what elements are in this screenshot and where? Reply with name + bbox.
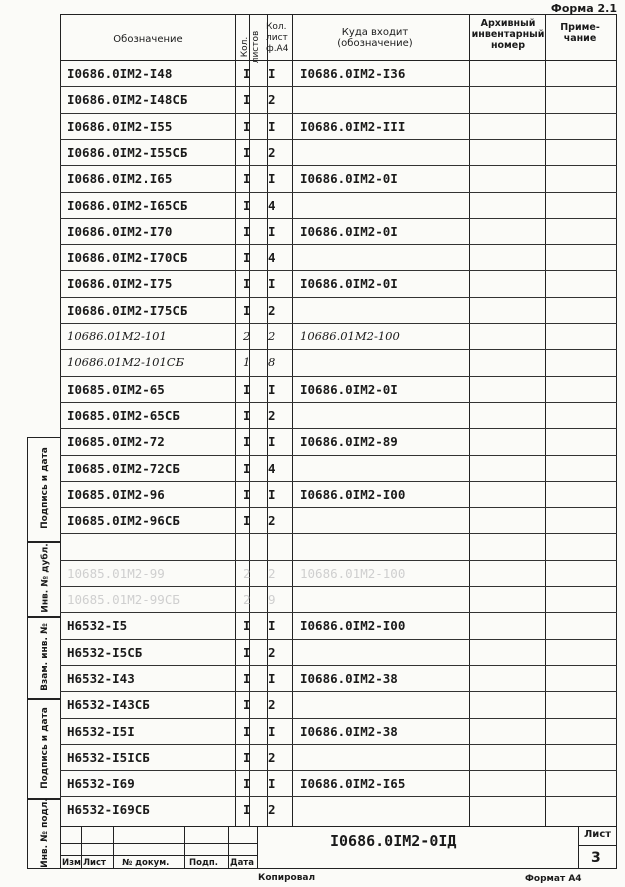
side-sign-date-1-label: Подпись и дата — [40, 447, 50, 529]
doc-number: I0686.0IM2-0IД — [330, 832, 457, 850]
header-a4: Кол. лист ф.А4 — [266, 22, 289, 54]
row-divider — [60, 165, 617, 166]
row-divider — [60, 349, 617, 350]
cell-designation: 10685.01M2-99 — [67, 565, 165, 581]
cell-a4: 2 — [268, 802, 276, 818]
cell-a4: I — [268, 118, 276, 134]
footer-format: Формат А4 — [525, 874, 582, 884]
cell-a4: 2 — [268, 92, 276, 108]
row-divider — [60, 244, 617, 245]
cell-sheets: I — [243, 434, 251, 450]
cell-sheets: I — [243, 250, 251, 266]
cell-designation: I0686.0IM2-I70СБ — [67, 250, 188, 266]
row-divider — [60, 139, 617, 140]
row-divider — [60, 481, 617, 482]
row-divider — [60, 612, 617, 613]
cell-sheets: I — [243, 460, 251, 476]
row-divider — [60, 718, 617, 719]
cell-a4: 4 — [268, 197, 276, 213]
title-izm: Изм — [62, 858, 82, 868]
cell-a4: I — [268, 618, 276, 634]
row-divider — [60, 560, 617, 561]
cell-a4: 9 — [268, 592, 276, 607]
cell-designation: H6532-I5I — [67, 723, 135, 739]
cell-designation: I0685.0IM2-72 — [67, 434, 165, 450]
cell-sheets: I — [243, 407, 251, 423]
cell-a4: 4 — [268, 250, 276, 266]
row-divider — [60, 796, 617, 797]
row-divider — [60, 376, 617, 377]
row-divider — [60, 86, 617, 87]
cell-where: 10686.01M2-100 — [300, 565, 406, 581]
side-sign-date-2-label: Подпись и дата — [40, 707, 50, 789]
cell-where: I0686.0IM2-0I — [300, 223, 398, 239]
cell-a4: 2 — [268, 144, 276, 160]
cell-where: 10686.01M2-100 — [300, 329, 400, 343]
sheet-label: Лист — [584, 829, 612, 840]
cell-sheets: I — [243, 723, 251, 739]
cell-where: I0686.0IM2-0I — [300, 171, 398, 187]
row-divider — [60, 270, 617, 271]
side-sign-date-2 — [27, 699, 61, 799]
title-list: Лист — [83, 858, 106, 868]
cell-sheets: I — [243, 171, 251, 187]
cell-where: I0686.0IM2-38 — [300, 670, 398, 686]
side-dup-inv — [27, 542, 61, 617]
cell-sheets: I — [243, 92, 251, 108]
cell-a4: 2 — [268, 407, 276, 423]
cell-sheets: I — [243, 66, 251, 81]
cell-where: I0686.0IM2-I65 — [300, 776, 406, 792]
side-sign-date-1 — [27, 437, 61, 542]
cell-designation: I0686.0IM2-I75СБ — [67, 302, 188, 318]
cell-designation: I0686.0IM2-I75 — [67, 276, 173, 292]
header-archive: Архивный инвентарный номер — [471, 18, 545, 51]
cell-designation: 10686.01M2-101СБ — [67, 355, 185, 370]
cell-designation: 10685.01M2-99СБ — [67, 592, 180, 607]
header-note: Приме- чание — [560, 22, 600, 44]
cell-designation: I0685.0IM2-96СБ — [67, 513, 180, 529]
side-orig-inv-label: Инв. № подл. — [40, 798, 50, 868]
cell-a4: I — [268, 276, 276, 292]
row-divider — [60, 192, 617, 193]
cell-sheets: I — [243, 802, 251, 818]
cell-a4: 8 — [268, 355, 276, 370]
cell-a4: I — [268, 776, 276, 792]
cell-sheets: I — [243, 276, 251, 292]
cell-where: I0686.0IM2-I00 — [300, 486, 406, 502]
cell-sheets: I — [243, 749, 251, 765]
row-divider — [60, 639, 617, 640]
cell-sheets: I — [243, 197, 251, 213]
cell-a4: 2 — [268, 644, 276, 660]
cell-sheets: I — [243, 697, 251, 713]
row-divider — [60, 665, 617, 666]
cell-sheets: I — [243, 644, 251, 660]
cell-where: I0686.0IM2-III — [300, 118, 406, 134]
cell-designation: I0686.0IM2-I55 — [67, 118, 173, 134]
cell-designation: H6532-I43СБ — [67, 697, 150, 713]
cell-a4: I — [268, 723, 276, 739]
header-where: Куда входит (обозначение) — [337, 27, 413, 49]
cell-where: I0686.0IM2-0I — [300, 276, 398, 292]
cell-designation: I0685.0IM2-72СБ — [67, 460, 180, 476]
cell-sheets: I — [243, 302, 251, 318]
cell-where: I0686.0IM2-0I — [300, 381, 398, 397]
cell-sheets: I — [243, 118, 251, 134]
cell-designation: H6532-I69 — [67, 776, 135, 792]
row-divider — [60, 428, 617, 429]
title-date: Дата — [230, 858, 254, 868]
cell-designation: I0685.0IM2-96 — [67, 486, 165, 502]
cell-designation: H6532-I5 — [67, 618, 128, 634]
cell-a4: 4 — [268, 460, 276, 476]
cell-designation: I0685.0IM2-65СБ — [67, 407, 180, 423]
footer-copied: Копировал — [258, 873, 316, 883]
row-divider — [60, 113, 617, 114]
cell-designation: H6532-I43 — [67, 670, 135, 686]
title-sign: Подп. — [189, 858, 218, 868]
cell-sheets: I — [243, 381, 251, 397]
side-replace-inv — [27, 617, 61, 699]
cell-a4: I — [268, 670, 276, 686]
row-divider — [60, 691, 617, 692]
cell-sheets: I — [243, 776, 251, 792]
cell-sheets: 2 — [243, 565, 251, 581]
cell-where: I0686.0IM2-38 — [300, 723, 398, 739]
cell-a4: 2 — [268, 329, 276, 343]
row-divider — [60, 402, 617, 403]
side-dup-inv-label: Инв. № дубл. — [40, 543, 51, 613]
sheet-number: 3 — [591, 850, 601, 866]
cell-sheets: I — [243, 486, 251, 502]
cell-a4: 2 — [268, 697, 276, 713]
cell-sheets: 1 — [243, 355, 251, 370]
cell-a4: 2 — [268, 749, 276, 765]
cell-sheets: I — [243, 223, 251, 239]
cell-sheets: I — [243, 513, 251, 529]
form-label: Форма 2.1 — [550, 2, 617, 15]
cell-a4: I — [268, 434, 276, 450]
cell-designation: 10686.01M2-101 — [67, 329, 167, 343]
side-replace-inv-label: Взам. инв. № — [40, 623, 50, 691]
row-divider — [60, 586, 617, 587]
cell-designation: H6532-I69СБ — [67, 802, 150, 818]
cell-designation: I0686.0IM2-I48 — [67, 66, 173, 81]
cell-sheets: I — [243, 144, 251, 160]
side-orig-inv — [27, 799, 61, 869]
cell-designation: I0686.0IM2-I70 — [67, 223, 173, 239]
cell-designation: I0686.0IM2-I55СБ — [67, 144, 188, 160]
cell-where: I0686.0IM2-89 — [300, 434, 398, 450]
cell-sheets: 2 — [243, 329, 251, 343]
title-doc: № докум. — [122, 858, 170, 868]
cell-designation: H6532-I5СБ — [67, 644, 143, 660]
cell-designation: H6532-I5IСБ — [67, 749, 150, 765]
header-sheets: Кол. листов — [240, 30, 261, 64]
cell-designation: I0686.0IM2-I48СБ — [67, 92, 188, 108]
cell-sheets: I — [243, 670, 251, 686]
row-divider — [60, 218, 617, 219]
row-divider — [60, 455, 617, 456]
cell-a4: I — [268, 486, 276, 502]
cell-a4: I — [268, 66, 276, 81]
cell-a4: I — [268, 171, 276, 187]
cell-sheets: 2 — [243, 592, 251, 607]
cell-a4: I — [268, 381, 276, 397]
cell-a4: 2 — [268, 565, 276, 581]
cell-where: I0686.0IM2-I36 — [300, 66, 406, 81]
cell-a4: 2 — [268, 302, 276, 318]
cell-designation: I0686.0IM2-I65СБ — [67, 197, 188, 213]
cell-where: I0686.0IM2-I00 — [300, 618, 406, 634]
row-divider — [60, 507, 617, 508]
row-divider — [60, 533, 617, 534]
row-divider — [60, 770, 617, 771]
header-designation: Обозначение — [113, 34, 183, 45]
row-divider — [60, 744, 617, 745]
cell-designation: I0686.0IM2.I65 — [67, 171, 173, 187]
cell-a4: 2 — [268, 513, 276, 529]
cell-a4: I — [268, 223, 276, 239]
cell-designation: I0685.0IM2-65 — [67, 381, 165, 397]
row-divider — [60, 323, 617, 324]
row-divider — [60, 297, 617, 298]
cell-sheets: I — [243, 618, 251, 634]
